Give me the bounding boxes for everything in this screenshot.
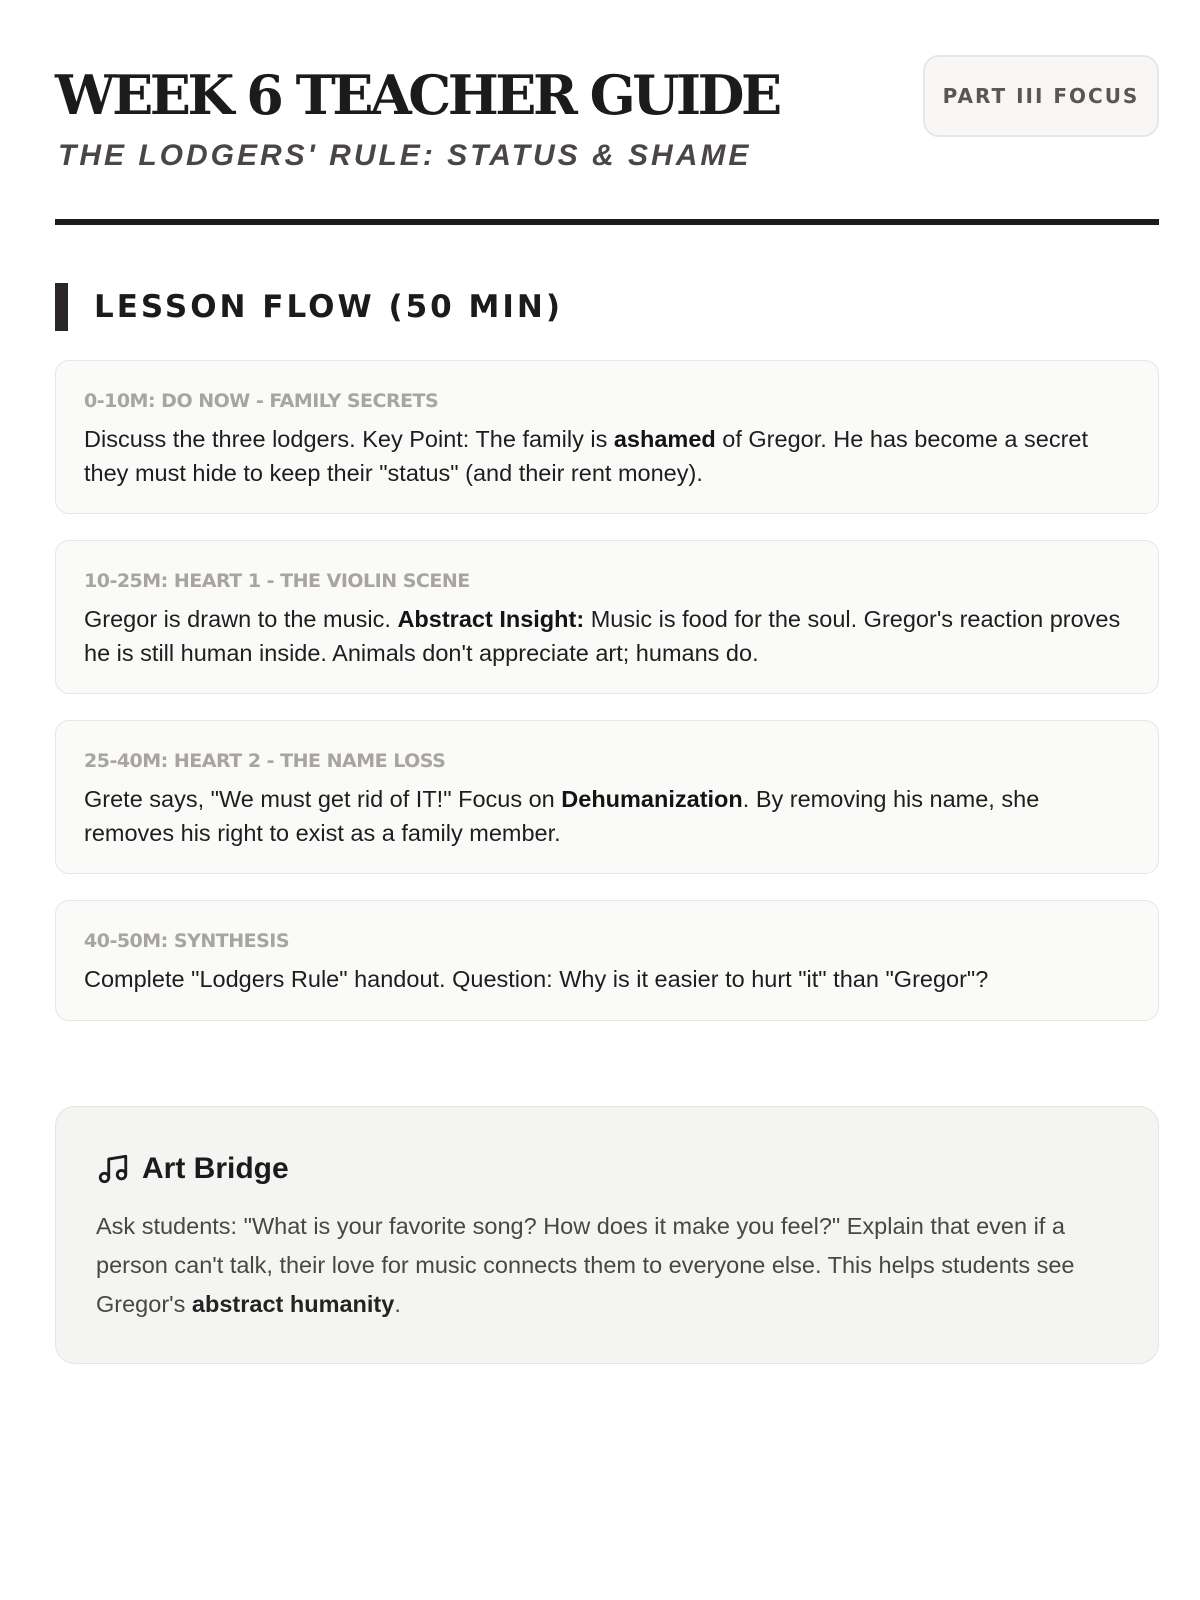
section-title: LESSON FLOW (50 MIN)	[94, 289, 564, 325]
card-body: Complete "Lodgers Rule" handout. Question: Why is it easier to hurt "it" than "Gregor"?	[84, 966, 989, 992]
page-subtitle: THE LODGERS' RULE: STATUS & SHAME	[58, 139, 752, 172]
card-label: 0-10M: DO NOW - FAMILY SECRETS	[84, 390, 439, 412]
card-body: Grete says, "We must get rid of IT!" Focus on Dehumanization. By removing his name, she removes his right to exist as a family member.	[84, 786, 1040, 846]
card-label: 10-25M: HEART 1 - THE VIOLIN SCENE	[84, 570, 470, 592]
section-accent-bar	[55, 283, 68, 331]
card-body: Gregor is drawn to the music. Abstract Insight: Music is food for the soul. Gregor's reaction proves he is still human inside. Animals don't appreciate art; humans do.	[84, 606, 1121, 666]
lesson-card-do-now	[55, 360, 1159, 514]
lesson-card-name-loss	[55, 720, 1159, 874]
art-bridge-title: Art Bridge	[142, 1152, 289, 1185]
lesson-flow-heading	[55, 283, 563, 331]
art-bridge-heading	[96, 1147, 1118, 1191]
music-note-icon	[96, 1152, 130, 1186]
art-bridge-panel	[55, 1106, 1159, 1364]
page-title: WEEK 6 TEACHER GUIDE	[55, 63, 779, 127]
card-body: Discuss the three lodgers. Key Point: The family is ashamed of Gregor. He has become a secret they must hide to keep their "status" (and their rent money).	[84, 426, 1089, 486]
lesson-card-synthesis	[55, 900, 1159, 1021]
part-focus-badge: PART III FOCUS	[923, 55, 1159, 137]
card-label: 40-50M: SYNTHESIS	[84, 930, 290, 952]
header	[55, 55, 1159, 225]
card-label: 25-40M: HEART 2 - THE NAME LOSS	[84, 750, 446, 772]
lesson-card-violin-scene	[55, 540, 1159, 694]
teacher-guide-page	[55, 55, 1159, 1317]
art-bridge-body: Ask students: "What is your favorite song? How does it make you feel?" Explain that even if a person can't talk, their love for music connects them to everyone else. This helps students see Gregor's abstract humanity.	[96, 1213, 1075, 1317]
